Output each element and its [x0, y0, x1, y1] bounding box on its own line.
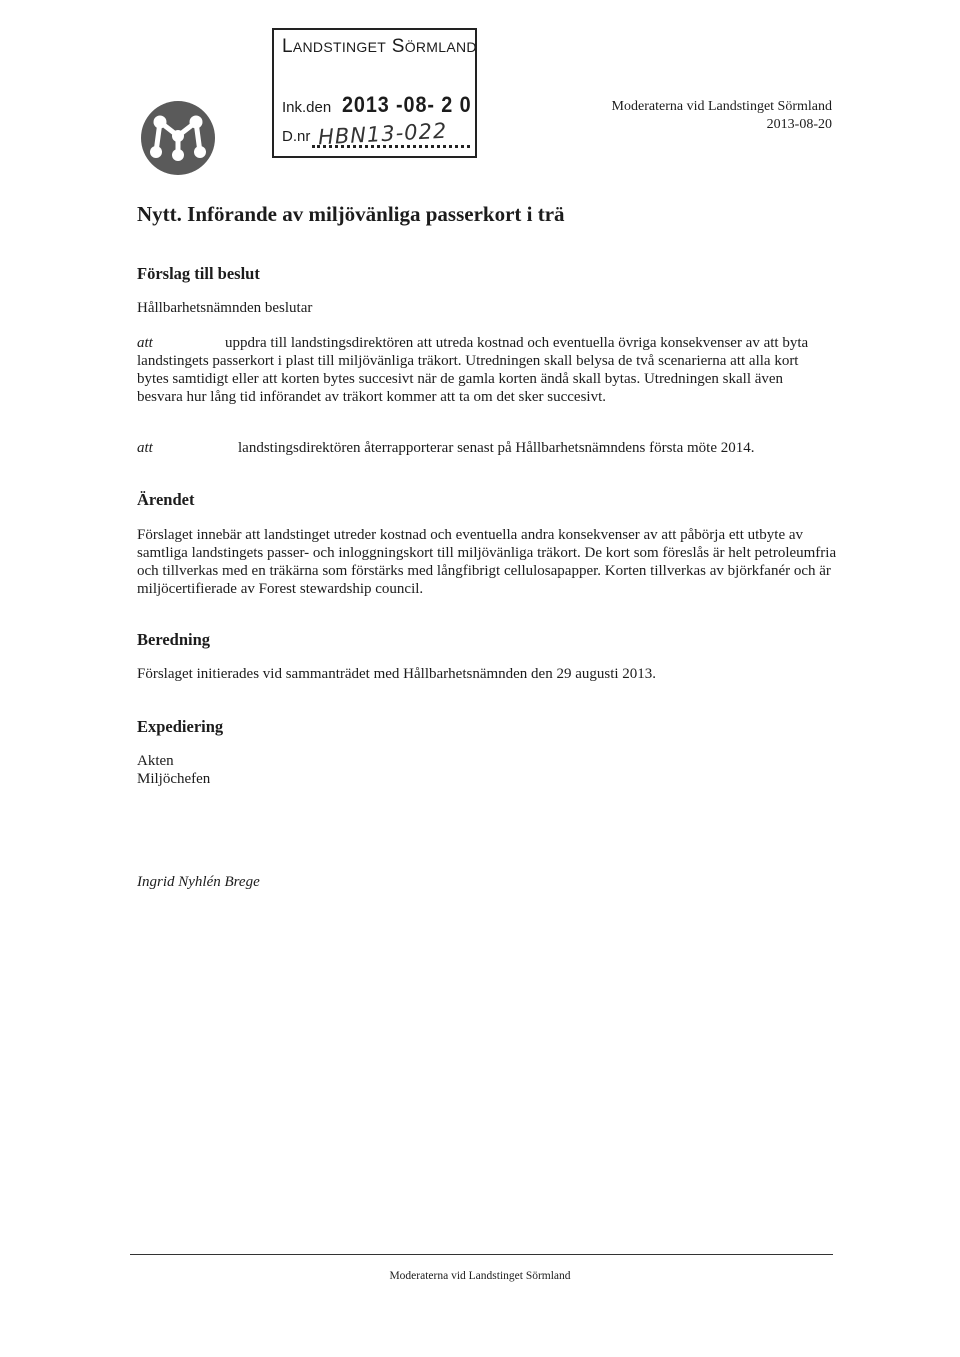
header-org: Moderaterna vid Landstinget Sörmland	[611, 99, 832, 114]
proposal-item-2	[137, 440, 755, 457]
receipt-stamp	[272, 28, 477, 158]
stamp-dnr-row	[282, 118, 470, 150]
stamp-date-row	[282, 92, 486, 118]
signature-name: Ingrid Nyhlén Brege	[137, 874, 260, 890]
stamp-title-initial-2: S	[391, 36, 405, 57]
expediering-list	[137, 752, 210, 788]
stamp-date-value: 2013 -08- 2 0	[341, 92, 472, 117]
footer-divider	[130, 1254, 833, 1255]
proposal-item-1-label: att	[137, 335, 153, 351]
proposal-item-1	[137, 334, 827, 406]
footer-text: Moderaterna vid Landstinget Sörmland	[389, 1270, 571, 1282]
proposal-lead: Hållbarhetsnämnden beslutar	[137, 300, 313, 316]
expediering-item: Akten	[137, 753, 174, 769]
proposal-item-2-label: att	[137, 440, 153, 456]
moderaterna-m-logo-icon	[140, 100, 216, 176]
proposal-heading: Förslag till beslut	[137, 264, 260, 283]
arendet-text: Förslaget innebär att landstinget utreder kostnad och eventuella andra konsekvenser av att påbörja ett utbyte av samtliga landstingets passer- och inloggningskort till miljövänliga träkort. De kort som föreslås är helt petroleumfria och tillverkas med en träkärna som förstärks med långfibrigt cellulosapapper. Korten tillverkas av björkfanér och är miljöcertifierade av Forest stewardship council.	[137, 527, 837, 597]
arendet-heading: Ärendet	[137, 490, 195, 509]
proposal-item-1-text: uppdra till landstingsdirektören att utreda kostnad och eventuella övriga konsekvenser av att byta landstingets passerkort i plast till miljövänliga träkort. Utredningen skall belysa de två scenarierna att alla kort bytes samtidigt eller att korten bytes succesivt när de gamla korten ändå skall bytas. Utredningen skall även besvara hur lång tid införandet av träkort kommer att ta om det sker succesivt.	[137, 335, 809, 405]
document-title: Nytt. Införande av miljövänliga passerkort i trä	[137, 202, 565, 226]
expediering-item: Miljöchefen	[137, 771, 211, 787]
beredning-heading: Beredning	[137, 630, 211, 649]
header-date: 2013-08-20	[766, 117, 832, 132]
beredning-text: Förslaget initierades vid sammanträdet med Hållbarhetsnämnden den 29 augusti 2013.	[137, 666, 657, 682]
stamp-title	[282, 36, 477, 58]
proposal-item-2-text: landstingsdirektören återrapporterar senast på Hållbarhetsnämndens första möte 2014.	[238, 440, 755, 456]
stamp-title-rest-2: ÖRMLAND	[404, 39, 477, 55]
expediering-heading: Expediering	[137, 717, 224, 736]
header-org-block	[612, 98, 832, 134]
stamp-date-label: Ink.den	[282, 99, 332, 116]
stamp-dnr-handwritten: HBN13-022	[317, 118, 448, 150]
stamp-title-initial-1: L	[282, 36, 293, 57]
stamp-dnr-label: D.nr	[282, 128, 311, 145]
stamp-title-rest-1: ANDSTINGET	[292, 39, 387, 55]
